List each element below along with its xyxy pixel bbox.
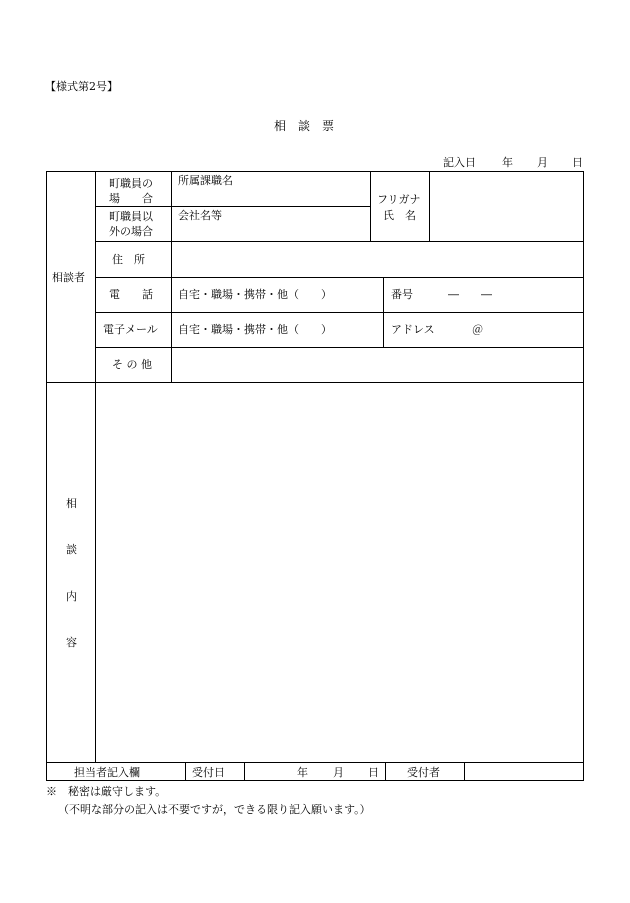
name-input-area[interactable]: [430, 172, 583, 241]
other-case-line1: 町職員以: [109, 210, 153, 223]
email-label: 電子メール: [103, 323, 158, 336]
col-divider: [185, 762, 186, 781]
name-label: 氏 名: [383, 209, 416, 222]
content-label-char: 相: [66, 497, 77, 510]
staff-case-line2: 場 合: [109, 192, 153, 205]
email-options[interactable]: 自宅・職場・携帯・他（ ）: [178, 323, 332, 336]
entry-date-label: 記入日: [443, 156, 476, 169]
company-label: 会社名等: [178, 209, 222, 222]
phone-label: 電 話: [109, 288, 153, 301]
row-divider: [95, 277, 584, 278]
phone-number-label: 番号: [391, 288, 413, 301]
col-divider: [383, 277, 384, 348]
content-label-char: 容: [66, 636, 77, 649]
staff-case-line1: 町職員の: [109, 177, 153, 190]
form-title: 相 談 票: [274, 119, 335, 133]
receiver-label: 受付者: [407, 766, 440, 779]
address-input-area[interactable]: [172, 242, 583, 277]
content-input-area[interactable]: [96, 383, 583, 762]
col-divider: [385, 762, 386, 781]
entry-date-month[interactable]: 月: [537, 156, 548, 169]
table-border-left: [46, 171, 47, 781]
phone-number-dashes[interactable]: ― ―: [448, 288, 492, 301]
receiver-input-area[interactable]: [465, 763, 583, 780]
row-divider: [95, 206, 370, 207]
col-divider: [370, 171, 371, 242]
received-date-day[interactable]: 日: [368, 766, 379, 779]
content-label-char: 内: [66, 590, 77, 603]
form-number: 【様式第2号】: [45, 80, 118, 93]
consultant-section-label: 相談者: [52, 271, 85, 284]
received-date-label: 受付日: [192, 766, 225, 779]
entry-date-day[interactable]: 日: [572, 156, 583, 169]
confidentiality-note: ※ 秘密は厳守します。: [46, 785, 167, 798]
other-case-line2: 外の場合: [109, 225, 153, 238]
received-date-year[interactable]: 年: [297, 766, 308, 779]
other-input-area[interactable]: [172, 348, 583, 382]
furigana-label: フリガナ: [377, 193, 421, 206]
entry-date-year[interactable]: 年: [502, 156, 513, 169]
email-address-label: アドレス: [391, 323, 435, 336]
address-label: 住 所: [112, 253, 145, 266]
row-divider: [95, 312, 584, 313]
table-border-right: [583, 171, 584, 781]
staff-dept-label: 所属課職名: [178, 174, 233, 187]
entry-note: （不明な部分の記入は不要ですが，できる限り記入願います。）: [58, 803, 371, 816]
other-label: そ の 他: [112, 358, 152, 371]
phone-options[interactable]: 自宅・職場・携帯・他（ ）: [178, 288, 332, 301]
col-divider: [244, 762, 245, 781]
table-border-bottom: [46, 780, 584, 781]
content-label-char: 談: [66, 543, 77, 556]
email-at-sign[interactable]: ＠: [472, 323, 483, 336]
received-date-month[interactable]: 月: [333, 766, 344, 779]
staff-field-label: 担当者記入欄: [74, 766, 140, 779]
